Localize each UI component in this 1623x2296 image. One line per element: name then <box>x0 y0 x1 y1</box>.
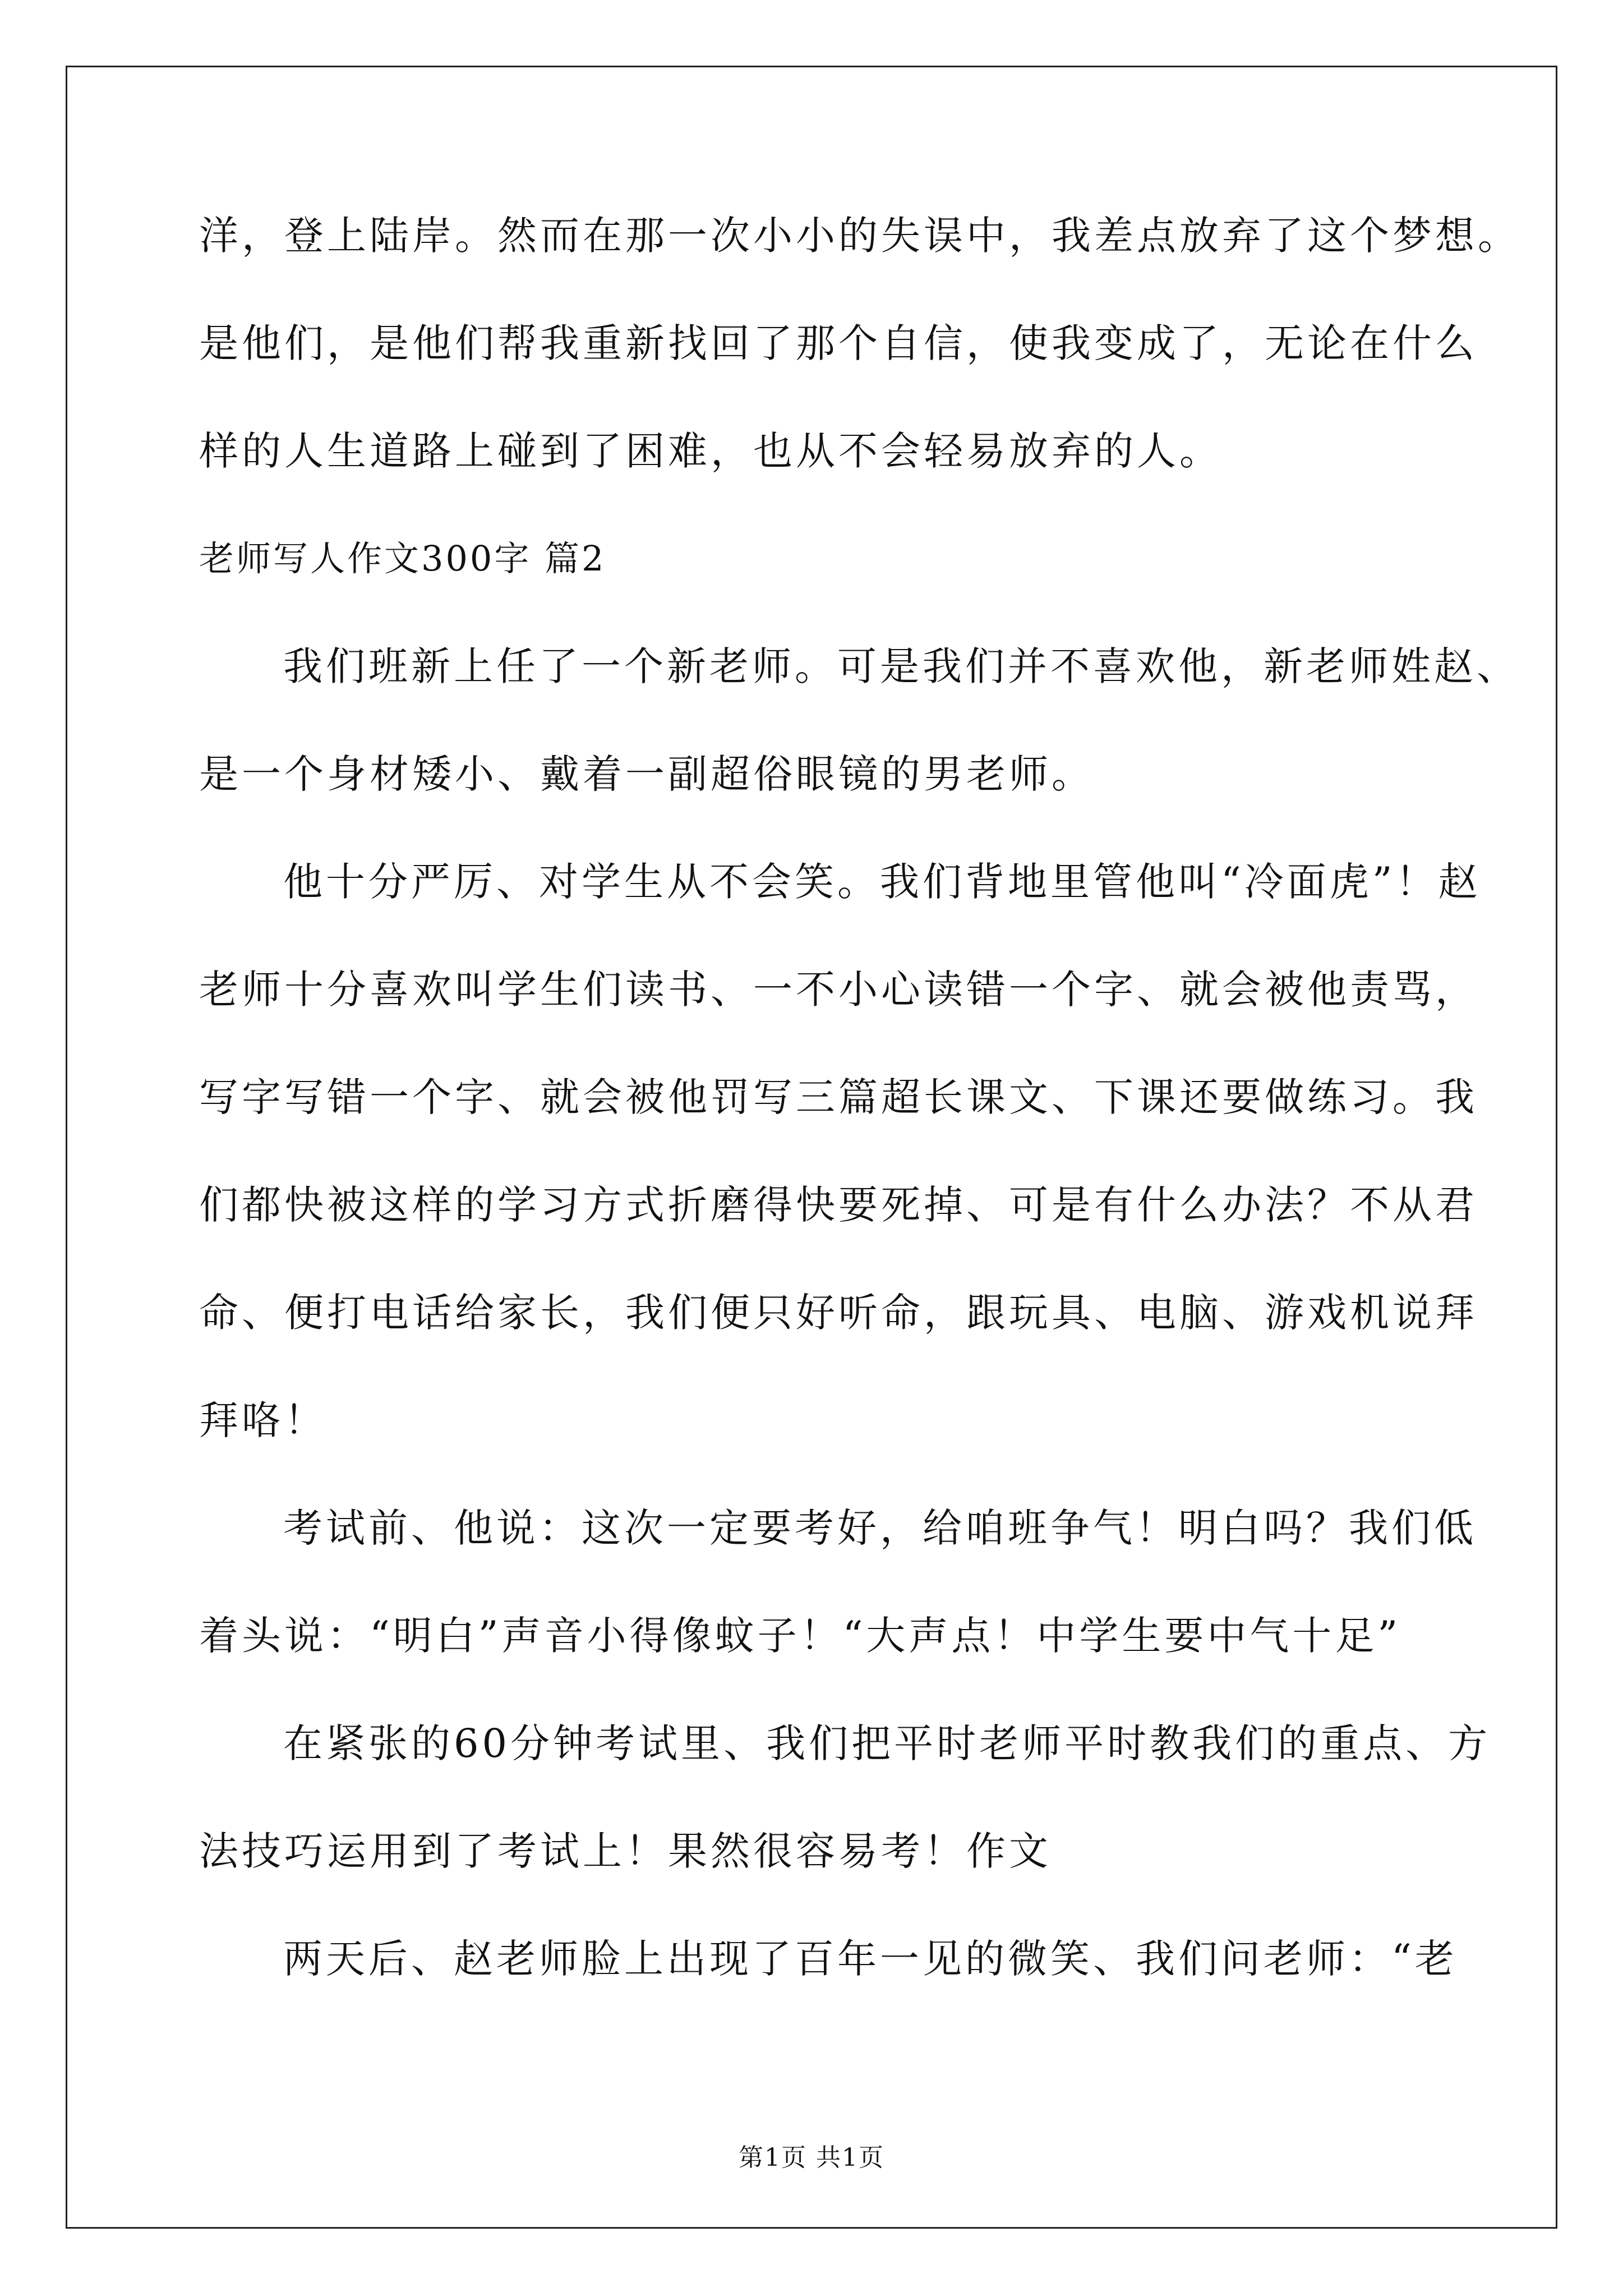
paragraph-line: 是他们，是他们帮我重新找回了那个自信，使我变成了，无论在什么 <box>199 320 1478 366</box>
paragraph-line: 是一个身材矮小、戴着一副超俗眼镜的男老师。 <box>199 751 1094 797</box>
page-footer: 第1页 共1页 <box>739 2143 884 2172</box>
paragraph-line: 命、便打电话给家长，我们便只好听命，跟玩具、电脑、游戏机说拜 <box>199 1290 1478 1336</box>
paragraph-line: 们都快被这样的学习方式折磨得快要死掉、可是有什么办法？不从君 <box>199 1182 1478 1228</box>
paragraph-line: 老师十分喜欢叫学生们读书、一不小心读错一个字、就会被他责骂， <box>199 967 1478 1013</box>
paragraph-line: 洋，登上陆岸。然而在那一次小小的失误中，我差点放弃了这个梦想。 <box>199 213 1520 259</box>
paragraph-line: 拜咯！ <box>199 1397 327 1443</box>
page-border <box>66 66 1557 2229</box>
paragraph-line: 我们班新上任了一个新老师。可是我们并不喜欢他，新老师姓赵、 <box>283 643 1519 689</box>
paragraph-line: 写字写错一个字、就会被他罚写三篇超长课文、下课还要做练习。我 <box>199 1074 1478 1120</box>
paragraph-line: 法技巧运用到了考试上！果然很容易考！作文 <box>199 1828 1052 1874</box>
paragraph-line: 着头说：“明白”声音小得像蚊子！“大声点！中学生要中气十足” <box>199 1613 1401 1659</box>
section-heading: 老师写人作文300字 篇2 <box>199 538 606 579</box>
paragraph-line: 样的人生道路上碰到了困难，也从不会轻易放弃的人。 <box>199 428 1222 474</box>
paragraph-line: 在紧张的60分钟考试里、我们把平时老师平时教我们的重点、方 <box>283 1720 1491 1766</box>
paragraph-line: 考试前、他说：这次一定要考好，给咱班争气！明白吗？我们低 <box>283 1505 1477 1551</box>
paragraph-line: 两天后、赵老师脸上出现了百年一见的微笑、我们问老师：“老 <box>283 1936 1458 1982</box>
paragraph-line: 他十分严厉、对学生从不会笑。我们背地里管他叫“冷面虎”！赵 <box>283 859 1481 905</box>
